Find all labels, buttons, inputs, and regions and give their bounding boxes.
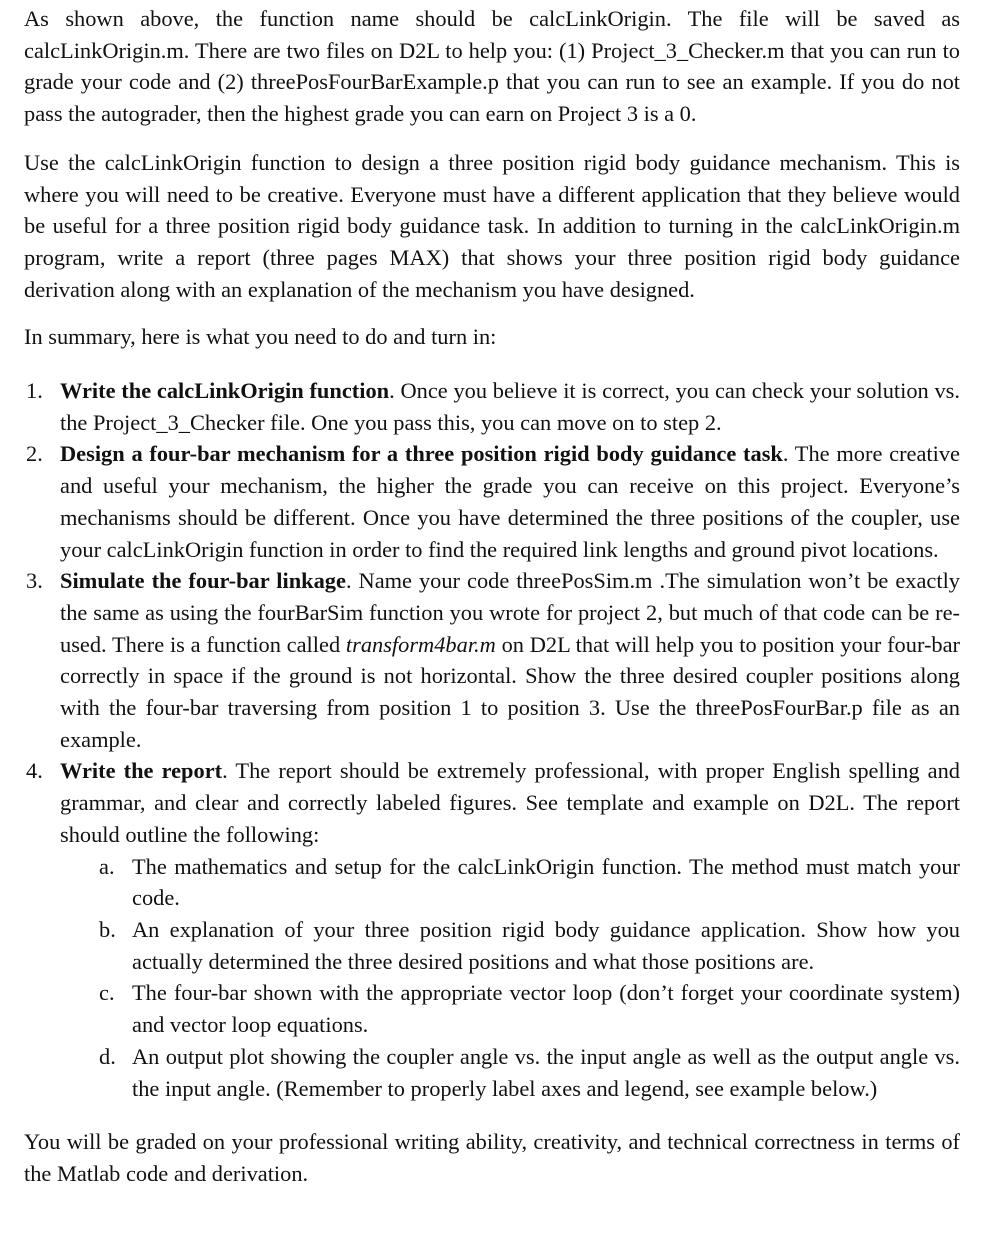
step-text: . Once you believe it is correct, you can check your solution vs. the Project_3_Checker file. One you pass this, you can move on to step 2. bbox=[60, 378, 960, 435]
subitem-a bbox=[60, 851, 960, 914]
subitem-d bbox=[60, 1041, 960, 1104]
step-text-continued: on D2L that will help you to position your four-bar correctly in space if the ground is not horizontal. Show the three desired coupler positions along with the four-bar traversing from position 1 to position 3. Use the threePosFourBar.p file as an example. bbox=[60, 631, 960, 752]
subitem-b bbox=[60, 914, 960, 977]
summary-lead: In summary, here is what you need to do and turn in: bbox=[24, 324, 497, 350]
subitem-text: An explanation of your three position rigid body guidance application. Show how you actually determined the three desired positions and what those positions are. bbox=[132, 916, 960, 974]
step-title: Write the calcLinkOrigin function bbox=[60, 378, 390, 404]
step-item-2 bbox=[24, 438, 960, 565]
step-title: Write the report bbox=[60, 758, 223, 784]
step-text: . Name your code threePosSim.m .The simulation won’t be exactly the same as using the fourBarSim function you wrote for project 2, but much of that code can be re-used. There is a function called bbox=[60, 568, 960, 657]
step-number: 1. bbox=[26, 378, 43, 404]
steps-list bbox=[24, 375, 960, 1104]
step-number: 4. bbox=[26, 758, 43, 784]
step-title: Simulate the four-bar linkage bbox=[60, 568, 346, 594]
step-number: 3. bbox=[26, 568, 43, 594]
subitem-text: The four-bar shown with the appropriate vector loop (don’t forget your coordinate system) and vector loop equations. bbox=[132, 980, 960, 1038]
subitem-letter: a. bbox=[99, 853, 115, 879]
step-item-1 bbox=[24, 375, 960, 438]
step-item-4 bbox=[24, 755, 960, 1104]
step-text: . The report should be extremely professional, with proper English spelling and grammar, and clear and correctly labeled figures. See template and example on D2L. The report should outline the following: bbox=[60, 758, 960, 847]
subitem-text: An output plot showing the coupler angle vs. the input angle as well as the output angle vs. the input angle. (Remember to properly label axes and legend, see example below.) bbox=[132, 1043, 960, 1101]
step-number: 2. bbox=[26, 441, 43, 467]
subitem-letter: c. bbox=[99, 980, 115, 1006]
transform-function-name: transform4bar.m bbox=[345, 631, 496, 657]
subitem-letter: d. bbox=[99, 1043, 116, 1069]
intro-paragraph-design: Use the calcLinkOrigin function to design a three position rigid body guidance mechanism. This is where you will need to be creative. Everyone must have a different application that they believe would be useful for a three position rigid body guidance task. In addition to turning in the calcLinkOrigin.m program, write a report (three pages MAX) that shows your three position rigid body guidance derivation along with an explanation of the mechanism you have designed. bbox=[24, 149, 960, 302]
step-text: . The more creative and useful your mechanism, the higher the grade you can receive on this project. Everyone’s mechanisms should be different. Once you have determined the three positions of the coupler, use your calcLinkOrigin function in order to find the required link lengths and ground pivot locations. bbox=[60, 441, 960, 562]
subitem-text: The mathematics and setup for the calcLinkOrigin function. The method must match your code. bbox=[132, 853, 960, 911]
subitem-c bbox=[60, 977, 960, 1040]
step-title: Design a four-bar mechanism for a three position rigid body guidance task bbox=[60, 441, 783, 467]
report-subitems bbox=[60, 851, 960, 1105]
step-item-3 bbox=[24, 565, 960, 755]
grading-note: You will be graded on your professional writing ability, creativity, and technical correctness in terms of the Matlab code and derivation. bbox=[24, 1129, 960, 1186]
intro-paragraph-autograder: As shown above, the function name should be calcLinkOrigin. The file will be saved as calcLinkOrigin.m. There are two files on D2L to help you: (1) Project_3_Checker.m that you can run to grade your code and (2) threePosFourBarExample.p that you can run to see an example. If you do not pass the autograder, then the highest grade you can earn on Project 3 is a 0. bbox=[24, 6, 960, 127]
subitem-letter: b. bbox=[99, 916, 116, 942]
